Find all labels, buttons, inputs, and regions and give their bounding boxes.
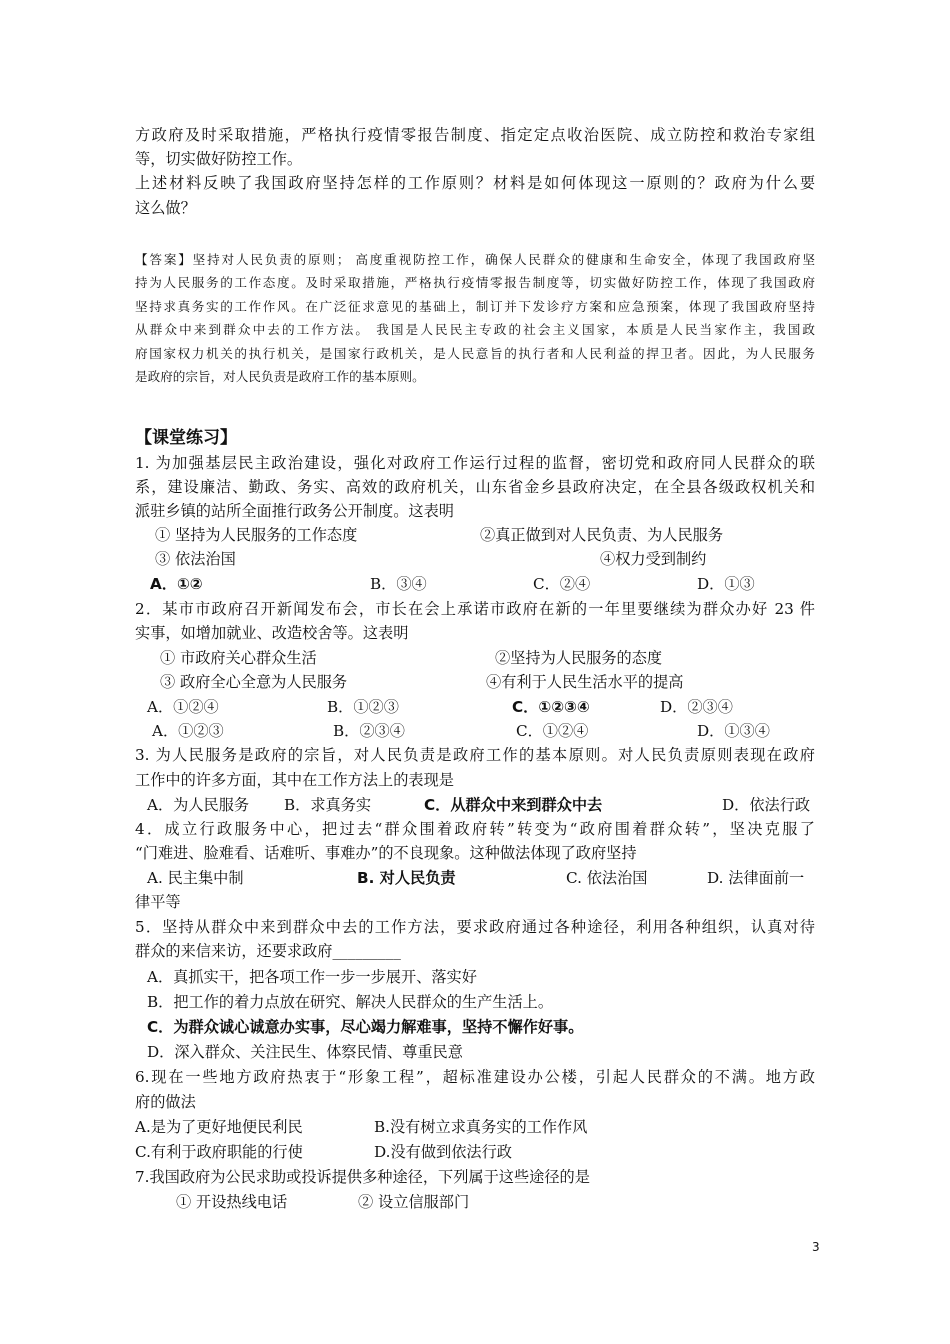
- question-3: 工作中的许多方面，其中在工作方法上的表现是: [135, 771, 454, 789]
- option-d: D．深入群众、关注民生、体察民情、尊重民意: [147, 1043, 463, 1061]
- option-b: B．把工作的着力点放在研究、解决人民群众的生产生活上。: [147, 993, 554, 1011]
- option-d: D．依法行政: [722, 796, 811, 814]
- statement-3: ③ 政府全心全意为人民服务: [160, 673, 348, 691]
- question-1: 系，建设廉洁、勤政、务实、高效的政府机关，山东省金乡县政府决定，在全县各级政权机关和: [135, 478, 815, 496]
- option-a: A．①②: [150, 575, 203, 593]
- option-a: A．①②④: [147, 698, 219, 716]
- question-4: 4．成立行政服务中心，把过去“群众围着政府转”转变为“政府围着群众转”，坚决克服了: [135, 820, 815, 838]
- option-a: A. 民主集中制: [147, 869, 244, 887]
- statement-2: ②真正做到对人民负责、为人民服务: [480, 526, 723, 544]
- option-c: C. 依法治国: [566, 869, 648, 887]
- option-c: C．①②③④: [512, 698, 590, 716]
- statement-1: ① 坚持为人民服务的工作态度: [155, 526, 358, 544]
- intro-line: 等，切实做好防控工作。: [135, 150, 303, 168]
- option-c: C．为群众诚心诚意办实事，尽心竭力解难事，坚持不懈作好事。: [147, 1018, 584, 1036]
- statement-2: ② 设立信服部门: [358, 1193, 470, 1211]
- statement-4: ④权力受到制约: [600, 550, 707, 568]
- option-a: A.是为了更好地便民利民: [135, 1118, 303, 1136]
- option-b: B．①②③: [327, 698, 399, 716]
- option-d: D.没有做到依法行政: [374, 1143, 512, 1161]
- option-a: A．真抓实干，把各项工作一步一步展开、落实好: [147, 968, 477, 986]
- option-b: B．求真务实: [284, 796, 372, 814]
- statement-1: ① 市政府关心群众生活: [160, 649, 317, 667]
- statement-3: ③ 依法治国: [155, 550, 236, 568]
- option-d: D．①③: [697, 575, 755, 593]
- question-3: 3. 为人民服务是政府的宗旨，对人民负责是政府工作的基本原则。对人民负责原则表现在政府: [135, 746, 815, 764]
- answer-line: 是政府的宗旨，对人民负责是政府工作的基本原则。: [135, 369, 425, 384]
- statement-1: ① 开设热线电话: [176, 1193, 288, 1211]
- option-d: D. 法律面前一: [707, 869, 805, 887]
- question-1: 派驻乡镇的站所全面推行政务公开制度。这表明: [135, 502, 454, 520]
- option-d: D．②③④: [660, 698, 733, 716]
- option-d: D．①③④: [697, 722, 770, 740]
- option-c: C．②④: [533, 575, 591, 593]
- statement-2: ②坚持为人民服务的态度: [495, 649, 663, 667]
- statement-4: ④有利于人民生活水平的提高: [486, 673, 684, 691]
- option-b: B．③④: [370, 575, 427, 593]
- question-line: 这么做？: [135, 199, 196, 217]
- option-c: C．从群众中来到群众中去: [424, 796, 603, 814]
- question-4: “门难进、脸难看、话难听、事难办”的不良现象。这种做法体现了政府坚持: [135, 844, 637, 862]
- question-4: 律平等: [135, 893, 181, 911]
- option-c: C.有利于政府职能的行使: [135, 1143, 303, 1161]
- question-5: 5．坚持从群众中来到群众中去的工作方法，要求政府通过各种途径，利用各种组织，认真对待: [135, 918, 815, 936]
- intro-line: 方政府及时采取措施，严格执行疫情零报告制度、指定定点收治医院、成立防控和救治专家组: [135, 126, 815, 144]
- answer-line: 【答案】坚持对人民负责的原则； 高度重视防控工作，确保人民群众的健康和生命安全，体现了我国政府坚: [135, 252, 815, 267]
- option-b: B. 对人民负责: [357, 869, 456, 887]
- option-a: A．为人民服务: [147, 796, 250, 814]
- answer-line: 持为人民服务的工作态度。及时采取措施，严格执行疫情零报告制度等，切实做好防控工作，体现了我国政府: [135, 275, 815, 290]
- question-6: 府的做法: [135, 1093, 196, 1111]
- option-a: A．①②③: [152, 722, 224, 740]
- answer-line: 坚持求真务实的工作作风。在广泛征求意见的基础上，制订并下发诊疗方案和应急预案，体现了我国政府坚持: [135, 299, 815, 314]
- question-6: 6.现在一些地方政府热衷于“形象工程”，超标准建设办公楼，引起人民群众的不满。地方政: [135, 1068, 815, 1086]
- question-2: 2．某市市政府召开新闻发布会，市长在会上承诺市政府在新的一年里要继续为群众办好 23 件: [135, 600, 815, 618]
- section-title: 【课堂练习】: [135, 428, 237, 448]
- option-b: B．②③④: [333, 722, 405, 740]
- question-5: 群众的来信来访，还要求政府_________: [135, 942, 401, 960]
- question-line: 上述材料反映了我国政府坚持怎样的工作原则？材料是如何体现这一原则的？政府为什么要: [135, 174, 815, 192]
- option-b: B.没有树立求真务实的工作作风: [374, 1118, 588, 1136]
- page-number: 3: [812, 1240, 820, 1254]
- answer-line: 从群众中来到群众中去的工作方法。 我国是人民民主专政的社会主义国家，本质是人民当家作主，我国政: [135, 322, 815, 337]
- question-7: 7.我国政府为公民求助或投诉提供多种途径，下列属于这些途径的是: [135, 1168, 590, 1186]
- question-1: 1. 为加强基层民主政治建设，强化对政府工作运行过程的监督，密切党和政府同人民群众的联: [135, 454, 815, 472]
- answer-line: 府国家权力机关的执行机关，是国家行政机关，是人民意旨的执行者和人民利益的捍卫者。因此，为人民服务: [135, 346, 815, 361]
- option-c: C．①②④: [516, 722, 589, 740]
- question-2: 实事，如增加就业、改造校舍等。这表明: [135, 624, 409, 642]
